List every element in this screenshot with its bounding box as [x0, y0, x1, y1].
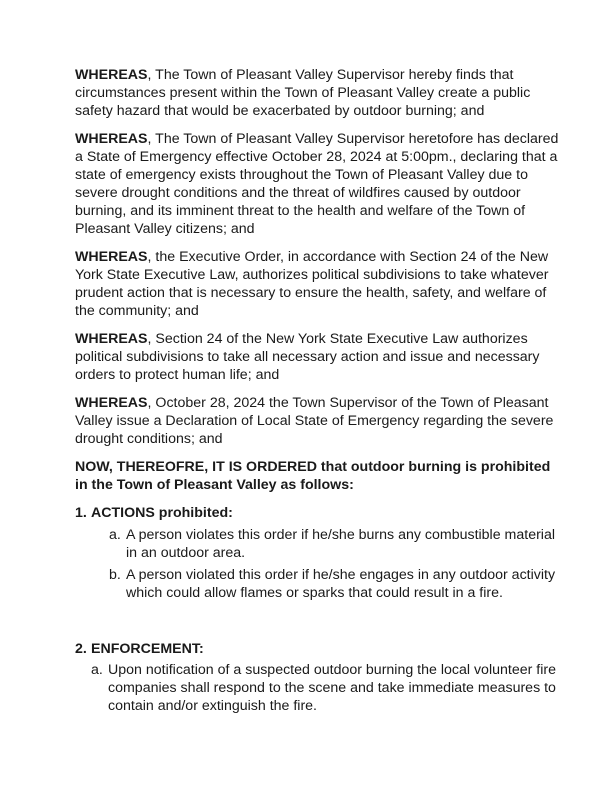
section-number: 2.: [75, 641, 87, 657]
whereas-paragraph-4: [75, 330, 565, 384]
section-title: ACTIONS prohibited:: [91, 505, 233, 521]
whereas-paragraph-3: [75, 248, 565, 320]
section-items: [75, 661, 565, 715]
whereas-keyword: WHEREAS: [75, 249, 148, 265]
item-text: A person violates this order if he/she burns any combustible material in an outdoor area.: [126, 527, 555, 561]
whereas-paragraph-2: [75, 130, 565, 238]
item-text: A person violated this order if he/she engages in any outdoor activity which could allow flames or sparks that could result in a fire.: [126, 567, 556, 601]
item-letter: a.: [109, 527, 121, 543]
item-letter: a.: [91, 662, 103, 678]
section-enforcement: [75, 640, 565, 715]
section-actions-prohibited: [75, 504, 565, 602]
section-heading: [75, 640, 565, 658]
section-heading: [75, 504, 565, 522]
section-items: [75, 526, 565, 602]
item-letter: b.: [109, 567, 121, 583]
item-text: Upon notification of a suspected outdoor burning the local volunteer fire companies shall respond to the scene and take immediate measures to contain and/or extinguish the fire.: [108, 662, 556, 714]
list-item: [75, 661, 565, 715]
whereas-keyword: WHEREAS: [75, 395, 148, 411]
whereas-keyword: WHEREAS: [75, 331, 148, 347]
whereas-text: , the Executive Order, in accordance with Section 24 of the New York State Executive Law, authorizes political subdivisions to take whatever prudent action that is necessary to ensure the health, safety, and welfare of the community; and: [75, 249, 549, 319]
whereas-text: , The Town of Pleasant Valley Supervisor heretofore has declared a State of Emergency effective October 28, 2024 at 5:00pm., declaring that a state of emergency exists throughout the Town of Pleasant Valley due to severe drought conditions and the threat of wildfires caused by outdoor burning, and its imminent threat to the health and welfare of the Town of Pleasant Valley citizens; and: [75, 131, 559, 237]
whereas-paragraph-5: [75, 394, 565, 448]
whereas-text: , October 28, 2024 the Town Supervisor of the Town of Pleasant Valley issue a Declaration of Local State of Emergency regarding the severe drought conditions; and: [75, 395, 554, 447]
whereas-paragraph-1: [75, 66, 565, 120]
section-title: ENFORCEMENT:: [91, 641, 204, 657]
list-item: [75, 526, 565, 562]
order-statement: NOW, THEREOFRE, IT IS ORDERED that outdoor burning is prohibited in the Town of Pleasant Valley as follows:: [75, 459, 551, 493]
whereas-keyword: WHEREAS: [75, 131, 148, 147]
whereas-keyword: WHEREAS: [75, 67, 148, 83]
whereas-text: , The Town of Pleasant Valley Supervisor hereby finds that circumstances present within the Town of Pleasant Valley create a public safety hazard that would be exacerbated by outdoor burning; and: [75, 67, 531, 119]
list-item: [75, 566, 565, 602]
whereas-text: , Section 24 of the New York State Executive Law authorizes political subdivisions to take all necessary action and issue and necessary orders to protect human life; and: [75, 331, 540, 383]
section-number: 1.: [75, 505, 87, 521]
